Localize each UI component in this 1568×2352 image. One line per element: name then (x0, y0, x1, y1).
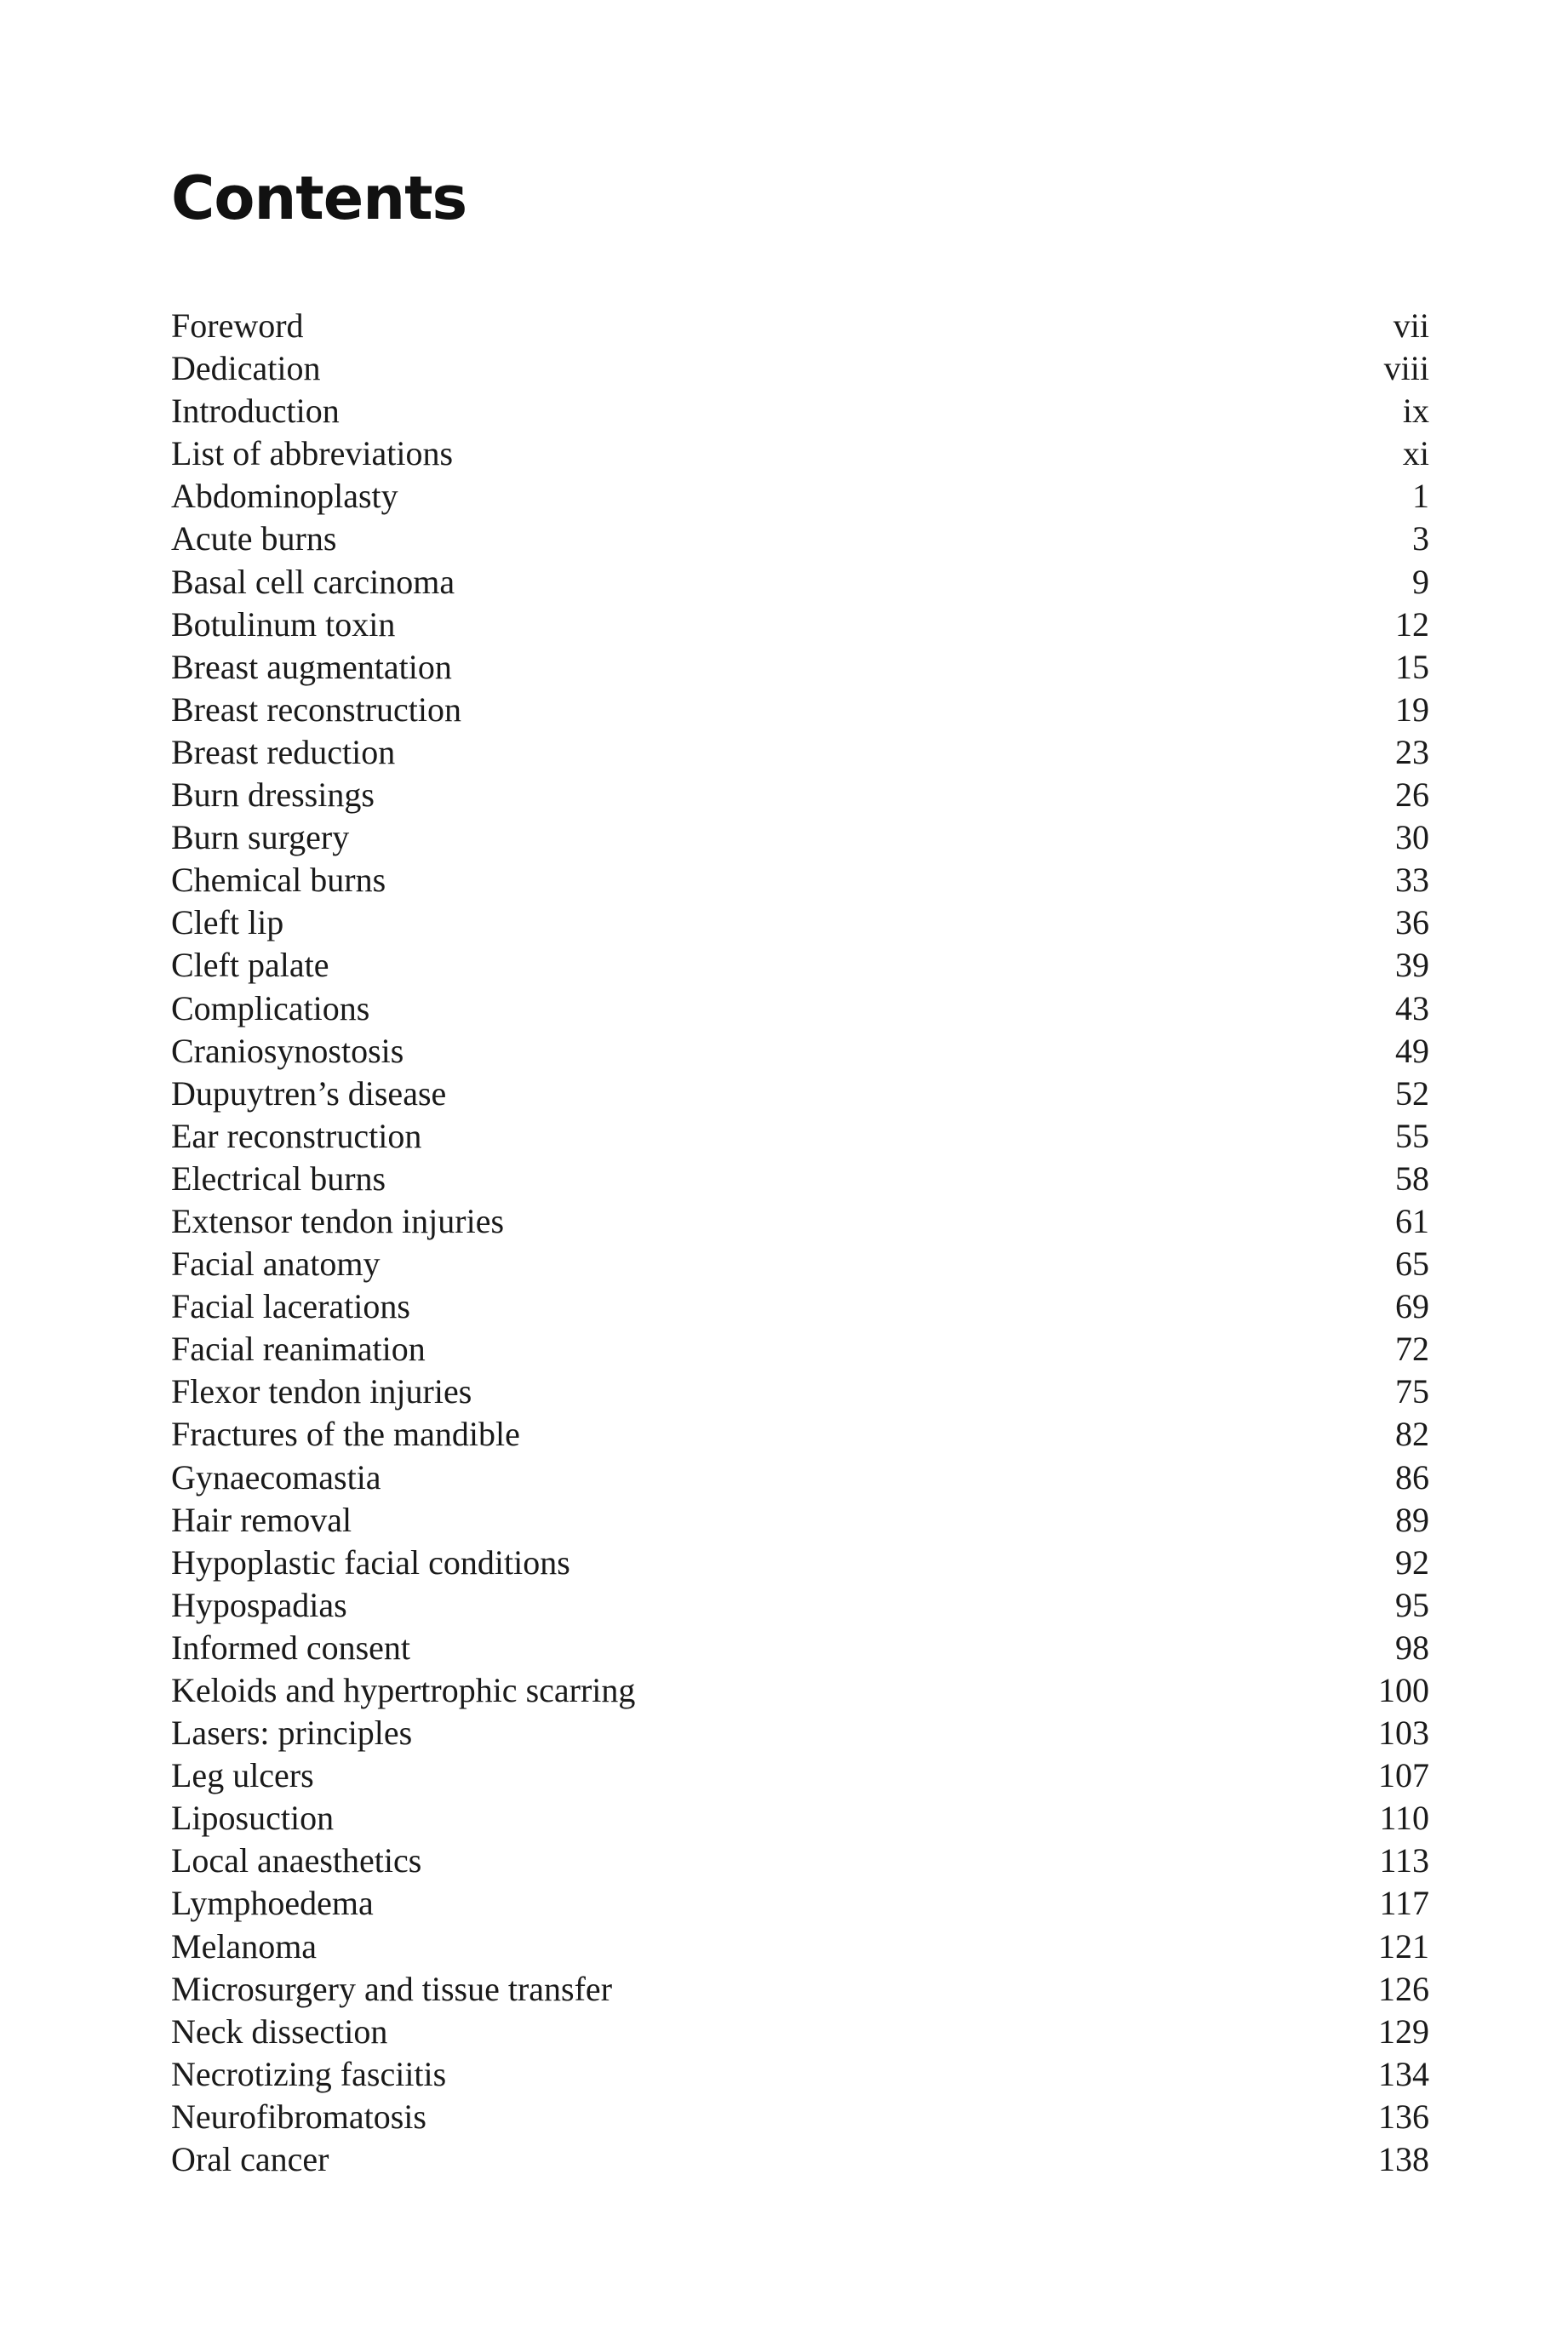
toc-entry-title: Microsurgery and tissue transfer (171, 1969, 613, 2008)
toc-entry-title: Acute burns (171, 519, 337, 558)
toc-entry-title: Lasers: principles (171, 1714, 413, 1753)
toc-entry-page-number: 26 (1395, 775, 1429, 815)
toc-entry-page-number: 19 (1395, 690, 1429, 729)
toc-entry-page-number: ix (1402, 392, 1429, 431)
toc-entry-page-number: 121 (1378, 1926, 1429, 1966)
toc-entry-title: Breast reconstruction (171, 690, 461, 729)
toc-entry-title: Abdominoplasty (171, 477, 398, 516)
toc-entry-page-number: 55 (1395, 1116, 1429, 1155)
toc-entry-title: Botulinum toxin (171, 604, 396, 644)
toc-entry (171, 859, 1429, 901)
toc-entry-title: Cleft lip (171, 903, 284, 942)
toc-entry (171, 731, 1429, 774)
toc-entry (171, 1328, 1429, 1371)
toc-entry (171, 1797, 1429, 1840)
toc-entry-title: Foreword (171, 306, 304, 345)
toc-entry-page-number: 138 (1378, 2140, 1429, 2179)
toc-entry-page-number: 49 (1395, 1031, 1429, 1070)
toc-entry-page-number: 98 (1395, 1628, 1429, 1667)
toc-entry (171, 774, 1429, 816)
toc-entry-page-number: 72 (1395, 1330, 1429, 1369)
toc-entry-title: Hypoplastic facial conditions (171, 1542, 570, 1582)
toc-entry-title: Lymphoedema (171, 1884, 374, 1923)
toc-entry-page-number: 9 (1412, 562, 1429, 601)
toc-entry (171, 1158, 1429, 1200)
toc-entry-page-number: 69 (1395, 1287, 1429, 1326)
toc-entry (171, 1413, 1429, 1456)
toc-entry-title: Facial reanimation (171, 1330, 426, 1369)
toc-entry-title: List of abbreviations (171, 434, 454, 473)
toc-entry-title: Electrical burns (171, 1159, 386, 1198)
toc-entry-page-number: 113 (1379, 1841, 1429, 1880)
toc-entry (171, 1840, 1429, 1882)
toc-entry (171, 1627, 1429, 1669)
toc-entry-page-number: 110 (1379, 1799, 1429, 1838)
toc-entry-title: Breast augmentation (171, 647, 452, 686)
toc-entry-page-number: 12 (1395, 604, 1429, 644)
toc-entry-page-number: 134 (1378, 2054, 1429, 2093)
toc-entry (171, 1754, 1429, 1797)
toc-entry-title: Leg ulcers (171, 1756, 314, 1795)
toc-entry-title: Keloids and hypertrophic scarring (171, 1671, 636, 1709)
toc-entry-title: Breast reduction (171, 732, 396, 771)
toc-entry-title: Chemical burns (171, 861, 386, 900)
toc-entry-page-number: 92 (1395, 1542, 1429, 1582)
toc-entry-title: Fractures of the mandible (171, 1415, 520, 1454)
toc-entry (171, 2011, 1429, 2053)
toc-entry-page-number: 65 (1395, 1245, 1429, 1284)
toc-entry-page-number: 129 (1378, 2012, 1429, 2051)
toc-entry (171, 816, 1429, 859)
toc-entry (171, 1882, 1429, 1925)
toc-entry-page-number: 103 (1378, 1714, 1429, 1753)
toc-entry-page-number: 95 (1395, 1585, 1429, 1624)
toc-entry (171, 1968, 1429, 2011)
toc-entry-page-number: 30 (1395, 818, 1429, 857)
toc-entry (171, 901, 1429, 944)
toc-entry-title: Liposuction (171, 1799, 335, 1838)
toc-entry (171, 2138, 1429, 2181)
toc-entry-page-number: 36 (1395, 903, 1429, 942)
toc-entry (171, 604, 1429, 646)
toc-entry (171, 1030, 1429, 1073)
toc-entry-title: Basal cell carcinoma (171, 562, 455, 601)
toc-entry-title: Hair removal (171, 1500, 352, 1539)
toc-entry-title: Extensor tendon injuries (171, 1201, 505, 1240)
toc-entry (171, 1073, 1429, 1115)
toc-entry-title: Neurofibromatosis (171, 2097, 426, 2136)
toc-entry (171, 987, 1429, 1030)
toc-entry-page-number: 75 (1395, 1372, 1429, 1411)
toc-entry (171, 944, 1429, 987)
toc-entry-title: Introduction (171, 392, 340, 431)
toc-entry-title: Cleft palate (171, 946, 329, 985)
toc-entry-page-number: 136 (1378, 2097, 1429, 2136)
toc-entry (171, 561, 1429, 604)
toc-entry (171, 1371, 1429, 1413)
toc-entry-title: Craniosynostosis (171, 1031, 404, 1070)
toc-entry (171, 518, 1429, 560)
toc-entry (171, 2053, 1429, 2096)
toc-entry-title: Oral cancer (171, 2140, 329, 2179)
toc-entry-title: Necrotizing fasciitis (171, 2054, 447, 2093)
toc-entry-title: Facial anatomy (171, 1245, 381, 1284)
toc-entry (171, 646, 1429, 689)
toc-entry-page-number: viii (1383, 349, 1429, 388)
toc-entry-title: Burn dressings (171, 775, 375, 815)
toc-entry-page-number: 89 (1395, 1500, 1429, 1539)
toc-entry (171, 1926, 1429, 1968)
toc-entry (171, 1669, 1429, 1712)
toc-entry (171, 432, 1429, 475)
toc-entry (171, 347, 1429, 390)
toc-entry-title: Burn surgery (171, 818, 350, 857)
toc-entry-title: Ear reconstruction (171, 1116, 422, 1155)
toc-entry-title: Melanoma (171, 1926, 318, 1966)
toc-entry-page-number: 86 (1395, 1457, 1429, 1496)
toc-entry-page-number: 23 (1395, 732, 1429, 771)
toc-entry-title: Dedication (171, 349, 321, 388)
toc-entry-page-number: 107 (1378, 1756, 1429, 1795)
toc-entry (171, 2096, 1429, 2138)
toc-entry-page-number: 126 (1378, 1969, 1429, 2008)
toc-entry-title: Neck dissection (171, 2012, 388, 2051)
toc-entry (171, 390, 1429, 432)
toc-entry (171, 1542, 1429, 1584)
toc-entry-title: Gynaecomastia (171, 1457, 381, 1496)
toc-entry-page-number: xi (1402, 434, 1429, 473)
toc-entry (171, 1115, 1429, 1158)
toc-entry (171, 689, 1429, 731)
toc-entry-title: Dupuytren’s disease (171, 1073, 447, 1113)
toc-entry-title: Flexor tendon injuries (171, 1372, 472, 1411)
toc-entry-title: Informed consent (171, 1628, 411, 1667)
toc-entry-page-number: 52 (1395, 1073, 1429, 1113)
toc-entry-page-number: 43 (1395, 988, 1429, 1027)
toc-entry (171, 1200, 1429, 1243)
toc-entry (171, 1456, 1429, 1499)
toc-entry (171, 1499, 1429, 1542)
toc-entry (171, 1285, 1429, 1328)
page-title: Contents (171, 163, 467, 233)
toc-entry-page-number: 58 (1395, 1159, 1429, 1198)
toc-entry-title: Facial lacerations (171, 1287, 410, 1326)
toc-entry (171, 1584, 1429, 1627)
table-of-contents (171, 305, 1429, 2181)
toc-entry-page-number: 100 (1378, 1671, 1429, 1709)
toc-entry-page-number: 15 (1395, 647, 1429, 686)
toc-entry (171, 1712, 1429, 1754)
toc-entry-page-number: 3 (1412, 519, 1429, 558)
toc-entry (171, 305, 1429, 347)
toc-entry-page-number: 82 (1395, 1415, 1429, 1454)
toc-entry-page-number: 39 (1395, 946, 1429, 985)
toc-entry-page-number: 61 (1395, 1201, 1429, 1240)
toc-entry-page-number: 1 (1412, 477, 1429, 516)
toc-entry-page-number: 117 (1379, 1884, 1429, 1923)
toc-entry (171, 475, 1429, 518)
toc-entry-title: Hypospadias (171, 1585, 347, 1624)
toc-entry-page-number: vii (1393, 306, 1429, 345)
toc-entry-title: Local anaesthetics (171, 1841, 422, 1880)
toc-entry-page-number: 33 (1395, 861, 1429, 900)
toc-entry-title: Complications (171, 988, 370, 1027)
toc-entry (171, 1243, 1429, 1285)
